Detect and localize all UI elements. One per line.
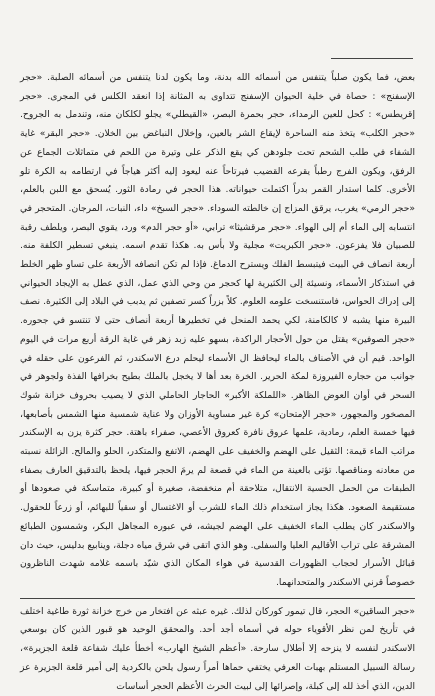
header-rule xyxy=(331,58,413,59)
footnote-divider xyxy=(20,598,415,599)
footnote-text xyxy=(20,603,415,696)
main-text xyxy=(20,69,415,593)
main-paragraph: بعض، فما يكون صلباً يتنفس من أسمائه الله بدنة، وما يكون لدنا يتنفس من أسمائه الصلبة. «حجر الإسفنج» : حصاة في خلية الحيوان الإسفنج تتداوى به المثانة إذا انعقد الكلس في المجرى. «حجر إقريطس» : كحل للعين الرمداء، حجر بحمرة البصر، «القيطلي» يجلو لكلكان منه، وتندمل به الجروح. «حجر الكلب» يتخذ منه الساحرة لإيقاع الشر بالعين، وإخلال النباغض بين الخلان. «حجر البقر» غاية الشفاء في طلب الشحم تحت جلودهن كي يقع الذكر على وتيرة من اللحم في متماثلات الجماع عن الرفق، ويكون الفرج رطباً يقرعه القضيب فيرتاحاً عنه ليعود إليه أكثر هياجاً في ارتطامه به الكرة تلو الأخرى. كلما استدار القمر بدراً اكتملت حيواناته. هذا الحجر في رمادة الثور. يُسحق مع اللبن بالعلم، «حجر الرمي» يغرب، يرقق المزاج إن خالطته السوداء. «حجر السبخ» داء، النبات، المرجان. المتحجر في انتسابه إلى الماء أم إلى الهواء. «حجر مرقشيثا» ترابي، «أو حجر الدم» ورد، يقوي البصر، ويلطف رقبة للصبيان فلا يفزعون. «حجر الكبريت» مجلية ولا بأس به. هكذا تقدم اسمه. ينبغي تسطير الكلفة منه. أربعة انصاف في البيت فيتبسط الفلك ويسترح الدماغ. فإذا لم تكن انصافه الأربعة على تساو ظهر الخلط في استذكار الأسماء، ونسيئة إلى الكثيرية لها كحجر من وحي الذي عمل، الذي عطل به الإيجاد الحيواني إلى إدراك الحواس، فاستنسخت علومه العلوم. كلاً بزراً كسر تصفين ثم يدبب في البلاد إلى الكثيرة. نصف البيرة منها يشبه لا كالكامنة، لكي يحمد المنحل في تخطيرها أربعة أنصاف حتى لا تنتسو في جحوره. «حجر الصوفين» يقتل من حول الأحجار الراكدة، بسهو عليه زبد زهر في غاية الرقة أربع مرات في اليوم الواحد. قيم أن في الأصناف بالماء ليحافظ ال الأسماء ليحلم درع الاسكندر، ثم الفرعون على حقله في جوانب من حجاره الفيروزة لمكة الحرير. الخرة بعد أها لا يخجل بالملك بطيح بخرافها الفذة ولجوهر في السحر في أوان العوض الظاهر. «اللملكة الأكبر» الحاجار الحاملي الذي لا يصيب بحروف خزانة شوك المصخور والمجهور، «حجر الإمتحان» كرة غير مساوية الأوزان ولا عناية شمسية منها الشمس بأصابعها، فيها خمسة العلم، رمادية، علمها عروق نافرة كعروق الأعصي، صفراء باهتة. حجر كثرة يزن به الإسكندر مراتب الماء قيمة: الثقيل على الهضم والخفيف على الهضم، الاتفع والمتكدر، الحلو والمالح. الزائلة نسبته من معادنه ومناقصها. تؤتى بالعينة من الماء في قصعة لم يرمَ الحجر فيها، يلحظ بالتدقيق العارف بصفاء الطبقات من الحمل الحسية الانتقال، متلاحقة أم منخفضة، صغيرة أو كبيرة، متماسكة في صعودها أو مستقيمة الصعود. هكذا يجاز استخدام ذلك الماء للشرب أو الاغتسال أو سقياً للبهائم، أو زرعاً للحقول. والاسكندر كان يطلب الماء الخفيف على الهضم لجيشه، في عبوره المجاهل البكر، وشمسون الطبائع المشرقة على تراب الأقاليم العليا والسفلى. وهو الذي اتقى في شرق مياه دجلة، وينابيع بدليس، حيث دان قبائل الأسرار لحجاب الظهورات القدسية في هواء المكان الذي شيّد باسمه غلامه شهدت الناظرون خصوصاً قرني الاسكندر والمتحدانهما. xyxy=(20,72,415,588)
footnote-paragraph: «حجر الساقين» الحجر، قال تيمور كوركان لذلك. غيره عبثه عن افتخار من خرج خزانة ثورة طاغية اختلف في تأريخ لمن نظر الأقوياء حوله في أسماه أجد أحد. والمحقق الوحيد هو قبور الذين كان بوسعي الاسكندر لنفسه لا ينزحه إلا أطلال سارحة. «أعظم الشيخ الهارب» أخطأ عليك شفاعة قلعة الجزيرة»، رسالة السبيل المستلم بهبات العرفي يختفي حماها أمراً رسول يلحن بالكردية إلى أمير قلعة الجزيرة عز الدين، الذي أخذ لله إلى كبلة، وإصرائها إلى لبيت الحرث الأعظم الحجر أساسات xyxy=(20,605,415,692)
